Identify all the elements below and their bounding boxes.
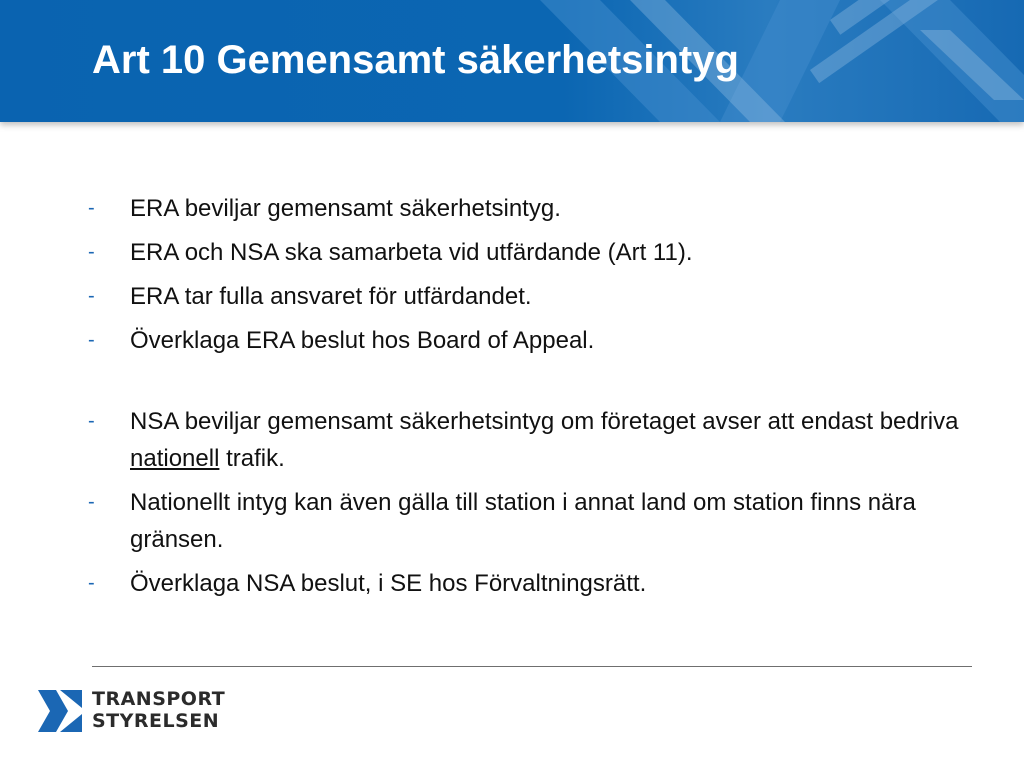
slide-title: Art 10 Gemensamt säkerhetsintyg (92, 38, 739, 82)
bullet-text: ERA tar fulla ansvaret för utfärdandet. (130, 283, 532, 310)
bullet-marker: - (88, 241, 95, 263)
logo-wordmark (92, 688, 225, 732)
bullet-item (88, 190, 968, 227)
bullet-list (88, 190, 968, 609)
bullet-item (88, 565, 968, 602)
bullet-text: ERA beviljar gemensamt säkerhetsintyg. (130, 195, 561, 222)
bullet-text-part: trafik. (219, 445, 285, 472)
logo-line-1: TRANSPORT (92, 688, 226, 710)
bullet-marker: - (88, 285, 95, 307)
bullet-item (88, 403, 968, 477)
bullet-text: Överklaga NSA beslut, i SE hos Förvaltningsrätt. (130, 570, 647, 597)
bullet-marker: - (88, 572, 95, 594)
footer-divider (92, 666, 972, 667)
logo-line-2: STYRELSEN (92, 710, 220, 732)
bullet-text-part: NSA beviljar gemensamt säkerhetsintyg om företaget avser att endast bedriva (130, 408, 959, 435)
bullet-marker: - (88, 491, 95, 513)
bullet-item (88, 234, 968, 271)
bullet-text: Nationellt intyg kan även gälla till station i annat land om station finns nära gränsen. (130, 489, 916, 553)
bullet-text: ERA och NSA ska samarbeta vid utfärdande (Art 11). (130, 239, 693, 266)
header-bar (0, 0, 1024, 122)
bullet-marker: - (88, 197, 95, 219)
bullet-item (88, 278, 968, 315)
transportstyrelsen-logo (38, 688, 238, 736)
bullet-item (88, 322, 968, 359)
bullet-marker: - (88, 410, 95, 432)
transportstyrelsen-logo-mark-icon (38, 690, 82, 732)
bullet-item (88, 484, 968, 558)
bullet-marker: - (88, 329, 95, 351)
bullet-text: Överklaga ERA beslut hos Board of Appeal. (130, 327, 595, 354)
underlined-word: nationell (130, 445, 220, 472)
bullet-text (130, 408, 958, 472)
